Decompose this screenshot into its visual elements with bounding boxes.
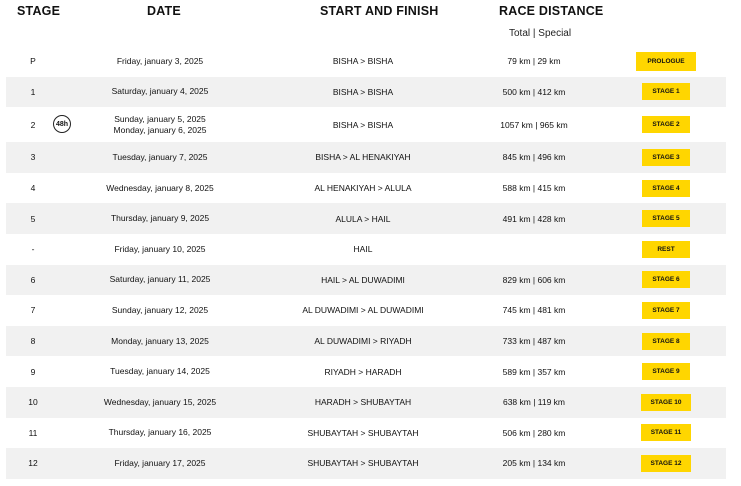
distance-cell (474, 234, 594, 265)
date-line: Friday, january 10, 2025 (114, 243, 206, 254)
date-line: Sunday, january 5, 2025 (114, 113, 206, 124)
date-cell (92, 387, 228, 418)
date-line: Sunday, january 12, 2025 (111, 304, 209, 315)
date-line: Monday, january 6, 2025 (113, 124, 207, 135)
stage-number: P (30, 56, 36, 67)
table-row (6, 265, 726, 296)
stage-button[interactable]: STAGE 9 (642, 363, 690, 380)
date-line: Friday, january 3, 2025 (116, 55, 204, 66)
stage-number: 4 (30, 183, 36, 194)
table-header (0, 0, 741, 44)
prologue-button[interactable]: PROLOGUE (636, 52, 695, 71)
stage-button-cell (626, 326, 706, 357)
stage-number: 12 (28, 458, 38, 469)
stage-number: 10 (28, 397, 38, 408)
stage-button-cell (626, 77, 706, 108)
stage-button-cell (626, 203, 706, 234)
table-row (6, 46, 726, 77)
stage-button[interactable]: STAGE 7 (642, 302, 690, 319)
date-cell (92, 77, 228, 108)
table-row (6, 173, 726, 204)
stage-button-cell (626, 46, 706, 77)
date-line: Tuesday, january 14, 2025 (110, 366, 210, 377)
stage-button[interactable]: STAGE 10 (641, 394, 692, 411)
distance-cell: 745 km | 481 km (502, 305, 566, 316)
stage-button-cell (626, 418, 706, 449)
distance-cell: 829 km | 606 km (502, 274, 566, 285)
table-row (6, 295, 726, 326)
start-finish-cell: BISHA > AL HENAKIYAH (315, 152, 411, 163)
stage-number: 3 (30, 152, 36, 163)
stage-number: 6 (30, 274, 36, 285)
date-line: Saturday, january 4, 2025 (111, 86, 209, 97)
rest-button[interactable]: REST (642, 241, 690, 258)
start-finish-cell: BISHA > BISHA (332, 56, 394, 67)
marathon-48h-icon: 48h (53, 115, 71, 133)
table-row (6, 448, 726, 479)
distance-cell: 733 km | 487 km (502, 336, 566, 347)
date-line: Saturday, january 11, 2025 (109, 274, 211, 285)
start-finish-cell: AL DUWADIMI > RIYADH (314, 336, 412, 347)
date-cell (92, 203, 228, 234)
start-finish-cell: ALULA > HAIL (335, 213, 391, 224)
distance-cell: 500 km | 412 km (502, 86, 566, 97)
stage-button-cell (626, 107, 706, 142)
date-cell (92, 448, 228, 479)
table-row (6, 142, 726, 173)
start-finish-cell: SHUBAYTAH > SHUBAYTAH (307, 427, 419, 438)
distance-cell: 205 km | 134 km (502, 458, 566, 469)
date-line: Wednesday, january 8, 2025 (106, 182, 214, 193)
stage-button-cell (626, 265, 706, 296)
date-cell (92, 107, 228, 142)
stage-button[interactable]: STAGE 4 (642, 180, 690, 197)
stage-button[interactable]: STAGE 6 (642, 271, 690, 288)
table-row (6, 77, 726, 108)
stages-table (6, 46, 726, 479)
date-cell (92, 173, 228, 204)
header-stage: STAGE (17, 4, 61, 18)
date-cell (92, 46, 228, 77)
start-finish-cell: BISHA > BISHA (332, 119, 394, 130)
date-cell (92, 418, 228, 449)
stage-button[interactable]: STAGE 5 (642, 210, 690, 227)
stage-button[interactable]: STAGE 8 (642, 333, 690, 350)
stage-number: 8 (30, 336, 36, 347)
distance-cell: 1057 km | 965 km (500, 119, 568, 130)
distance-cell: 506 km | 280 km (502, 427, 566, 438)
stage-number: 9 (30, 366, 36, 377)
start-finish-cell: AL DUWADIMI > AL DUWADIMI (302, 305, 424, 316)
date-cell (92, 356, 228, 387)
distance-cell: 79 km | 29 km (507, 56, 561, 67)
header-date: DATE (147, 4, 181, 18)
date-line: Thursday, january 16, 2025 (108, 427, 212, 438)
stage-button-cell (626, 448, 706, 479)
stage-button-cell (626, 356, 706, 387)
table-row (6, 418, 726, 449)
start-finish-cell: HAIL (353, 244, 373, 255)
stage-button[interactable]: STAGE 2 (642, 116, 690, 133)
date-cell (92, 295, 228, 326)
date-line: Thursday, january 9, 2025 (110, 213, 210, 224)
date-line: Friday, january 17, 2025 (114, 457, 206, 468)
start-finish-cell: HAIL > AL DUWADIMI (321, 274, 405, 285)
distance-cell: 638 km | 119 km (502, 397, 566, 408)
header-start-finish: START AND FINISH (320, 4, 439, 18)
date-line: Tuesday, january 7, 2025 (112, 151, 208, 162)
start-finish-cell: SHUBAYTAH > SHUBAYTAH (307, 458, 419, 469)
date-cell (92, 142, 228, 173)
stage-number: 7 (30, 305, 36, 316)
stage-number: 11 (28, 427, 38, 438)
stage-button-cell (626, 173, 706, 204)
distance-cell: 589 km | 357 km (502, 366, 566, 377)
start-finish-cell: BISHA > BISHA (332, 86, 394, 97)
header-distance-subtitle: Total | Special (509, 28, 572, 39)
distance-cell: 845 km | 496 km (502, 152, 566, 163)
distance-cell: 491 km | 428 km (502, 213, 566, 224)
header-race-distance: RACE DISTANCE (499, 4, 604, 18)
table-row (6, 107, 726, 142)
stage-button-cell (626, 234, 706, 265)
stage-button[interactable]: STAGE 1 (642, 83, 690, 100)
table-row (6, 234, 726, 265)
table-row (6, 326, 726, 357)
stage-button[interactable]: STAGE 3 (642, 149, 690, 166)
stage-button-cell (626, 387, 706, 418)
stage-button[interactable]: STAGE 12 (641, 455, 692, 472)
table-row (6, 387, 726, 418)
start-finish-cell: RIYADH > HARADH (324, 366, 402, 377)
stage-button[interactable]: STAGE 11 (641, 424, 692, 441)
stage-button-cell (626, 142, 706, 173)
stage-number: 5 (30, 213, 36, 224)
date-line: Wednesday, january 15, 2025 (103, 396, 217, 407)
start-finish-cell: HARADH > SHUBAYTAH (314, 397, 412, 408)
date-cell (92, 265, 228, 296)
stage-number: 2 (30, 119, 36, 130)
distance-cell: 588 km | 415 km (502, 183, 566, 194)
date-cell (92, 234, 228, 265)
stage-number: 1 (30, 86, 36, 97)
start-finish-cell: AL HENAKIYAH > ALULA (314, 183, 412, 194)
table-row (6, 356, 726, 387)
table-row (6, 203, 726, 234)
stage-button-cell (626, 295, 706, 326)
stage-number: - (31, 244, 35, 255)
date-line: Monday, january 13, 2025 (111, 335, 209, 346)
date-cell (92, 326, 228, 357)
